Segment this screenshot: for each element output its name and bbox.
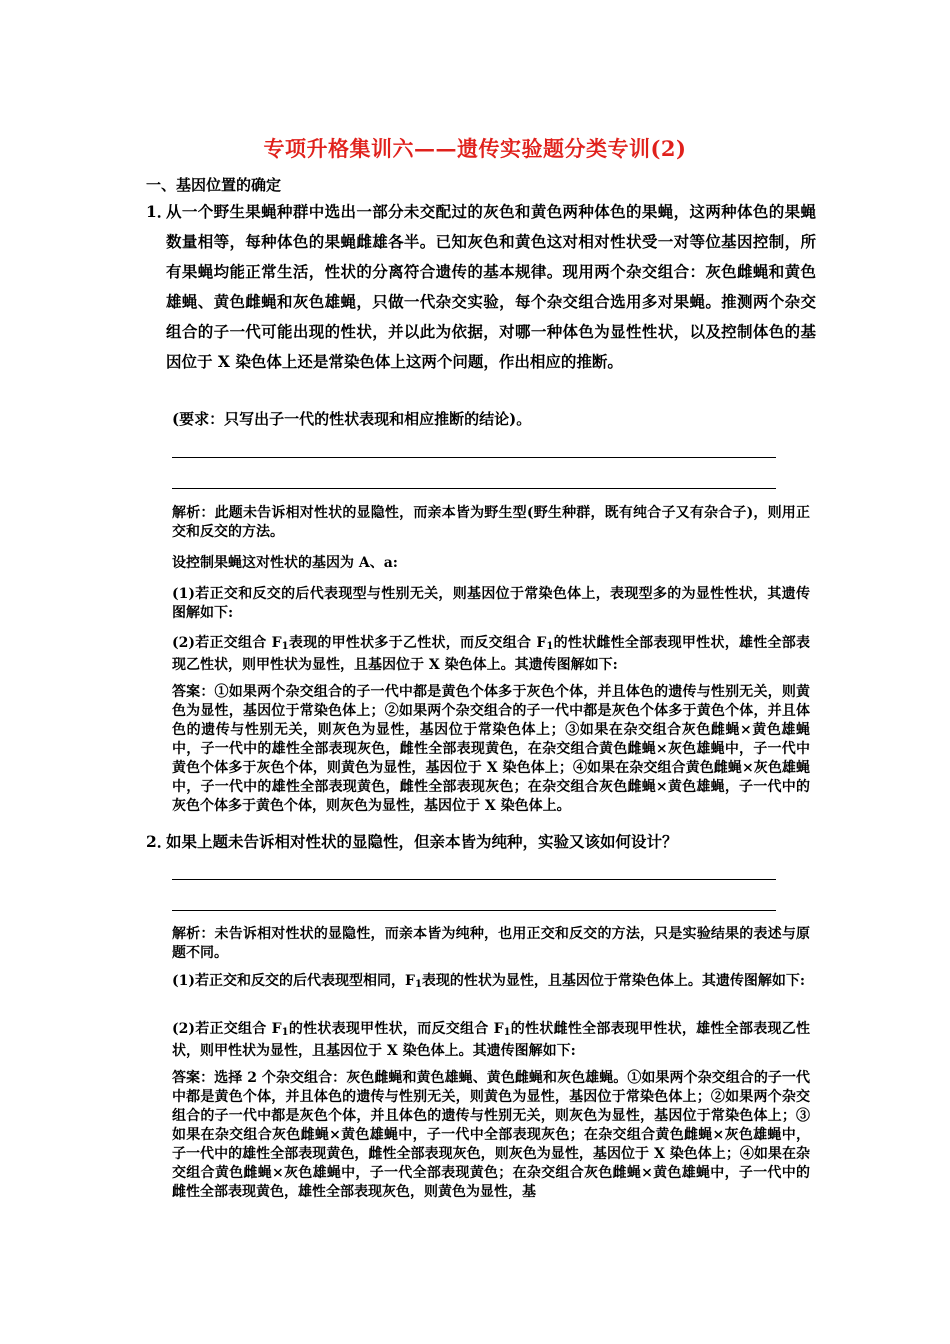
answer-label: 答案： — [172, 684, 215, 700]
analysis-point-1: (1)若正交和反交的后代表现型与性别无关，则基因位于常染色体上，表现型多的为显性性状，其遗传图解如下: — [172, 586, 810, 621]
subscript: 1 — [503, 1027, 511, 1038]
answer-paragraph — [172, 1069, 810, 1202]
analysis-label: 解析： — [172, 926, 215, 942]
point-text: (2)若正交组合 F — [172, 1021, 282, 1037]
point-text: (2)若正交组合 F — [172, 635, 282, 651]
subscript: 1 — [546, 641, 554, 652]
analysis-text: 此题未告诉相对性状的显隐性，而亲本皆为野生型(野生种群，既有纯合子又有杂合子)，则用正交和反交的方法。 — [172, 505, 811, 540]
question-number: 2． — [146, 832, 173, 851]
point-text: 的性状表现甲性状，而反交组合 F — [288, 1021, 504, 1037]
point-text: 表现的性状为显性，且基因位于常染色体上。其遗传图解如下: — [421, 973, 806, 989]
analysis-point-2 — [172, 634, 810, 675]
analysis-paragraph — [172, 504, 810, 542]
question-1 — [146, 197, 816, 377]
subscript: 1 — [281, 641, 289, 652]
analysis-label: 解析： — [172, 505, 215, 521]
point-text: 的性状雌性全部表现甲性状，雄性全部表现乙性状，则甲性状为显性，且基因位于 X 染色体上。其遗传图解如下: — [172, 1021, 810, 1059]
analysis-point-1 — [172, 972, 810, 994]
subscript: 1 — [281, 1027, 289, 1038]
point-text: (1)若正交和反交的后代表现型相同，F — [172, 973, 415, 989]
question-2 — [146, 827, 816, 857]
answer-blank-line — [172, 910, 776, 911]
answer-text: ①如果两个杂交组合的子一代中都是黄色个体多于灰色个体，并且体色的遗传与性别无关，则黄色为显性，基因位于常染色体上；②如果两个杂交组合的子一代中都是灰色个体多于黄色个体，并且体色的遗传与性别无关，则灰色为显性，基因位于常染色体上；③如果在杂交组合灰色雌蝇×黄色雄蝇中，子一代中的雄性全部表现灰色，雌性全部表现黄色，在杂交组合黄色雌蝇×灰色雄蝇中，子一代中黄色个体多于灰色个体，则黄色为显性，基因位于 X 染色体上；④如果在杂交组合黄色雌蝇×灰色雄蝇中，子一代中的雄性全部表现黄色，雌性全部表现灰色；在杂交组合灰色雌蝇×黄色雄蝇，子一代中的灰色个体多于黄色个体，则灰色为显性，基因位于 X 染色体上。 — [172, 684, 810, 814]
question-text: 如果上题未告诉相对性状的显隐性，但亲本皆为纯种，实验又该如何设计？ — [166, 832, 678, 851]
answer-blank-line — [172, 457, 776, 458]
answer-text: 选择 2 个杂交组合：灰色雌蝇和黄色雄蝇、黄色雌蝇和灰色雄蝇。①如果两个杂交组合的子一代中都是黄色个体，并且体色的遗传与性别无关，则黄色为显性，基因位于常染色体上；②如果两个杂交组合的子一代中都是灰色个体，并且体色的遗传与性别无关，则灰色为显性，基因位于常染色体上；③如果在杂交组合灰色雌蝇×黄色雄蝇中，子一代中全部表现灰色；在杂交组合黄色雌蝇×灰色雄蝇中，子一代中的雄性全部表现黄色，雌性全部表现灰色，则灰色为显性，基因位于 X 染色体上；④如果在杂交组合黄色雌蝇×灰色雄蝇中，子一代全部表现黄色；在杂交组合灰色雌蝇×黄色雄蝇中，子一代中的雌性全部表现黄色，雄性全部表现灰色，则黄色为显性，基 — [172, 1070, 810, 1200]
gene-setting-paragraph: 设控制果蝇这对性状的基因为 A、a: — [172, 555, 398, 571]
analysis-paragraph — [172, 925, 810, 963]
answer-paragraph — [172, 683, 810, 816]
question-number: 1． — [146, 202, 173, 221]
section-heading: 一、基因位置的确定 — [146, 176, 282, 194]
subscript: 1 — [414, 979, 422, 990]
page-title: 专项升格集训六——遗传实验题分类专训(2) — [263, 136, 687, 161]
point-text: 表现的甲性状多于乙性状，而反交组合 F — [288, 635, 547, 651]
point-text: 的性状雌性全部表现甲性状，雄性全部表现乙性状，则甲性状为显性，且基因位于 X 染色体上。其遗传图解如下: — [172, 635, 811, 673]
question-text: 从一个野生果蝇种群中选出一部分未交配过的灰色和黄色两种体色的果蝇，这两种体色的果蝇数量相等，每种体色的果蝇雌雄各半。已知灰色和黄色这对相对性状受一对等位基因控制，所有果蝇均能正常生活，性状的分离符合遗传的基本规律。现用两个杂交组合：灰色雌蝇和黄色雄蝇、黄色雌蝇和灰色雄蝇，只做一代杂交实验，每个杂交组合选用多对果蝇。推测两个杂交组合的子一代可能出现的性状，并以此为依据，对哪一种体色为显性性状，以及控制体色的基因位于 X 染色体上还是常染色体上这两个问题，作出相应的推断。 — [166, 202, 816, 371]
answer-blank-line — [172, 488, 776, 489]
analysis-text: 未告诉相对性状的显隐性，而亲本皆为纯种，也用正交和反交的方法，只是实验结果的表述与原题不同。 — [172, 926, 810, 961]
analysis-point-2 — [172, 1020, 810, 1061]
question-requirement: (要求：只写出子一代的性状表现和相应推断的结论)。 — [172, 410, 532, 428]
answer-blank-line — [172, 879, 776, 880]
answer-label: 答案： — [172, 1070, 215, 1086]
